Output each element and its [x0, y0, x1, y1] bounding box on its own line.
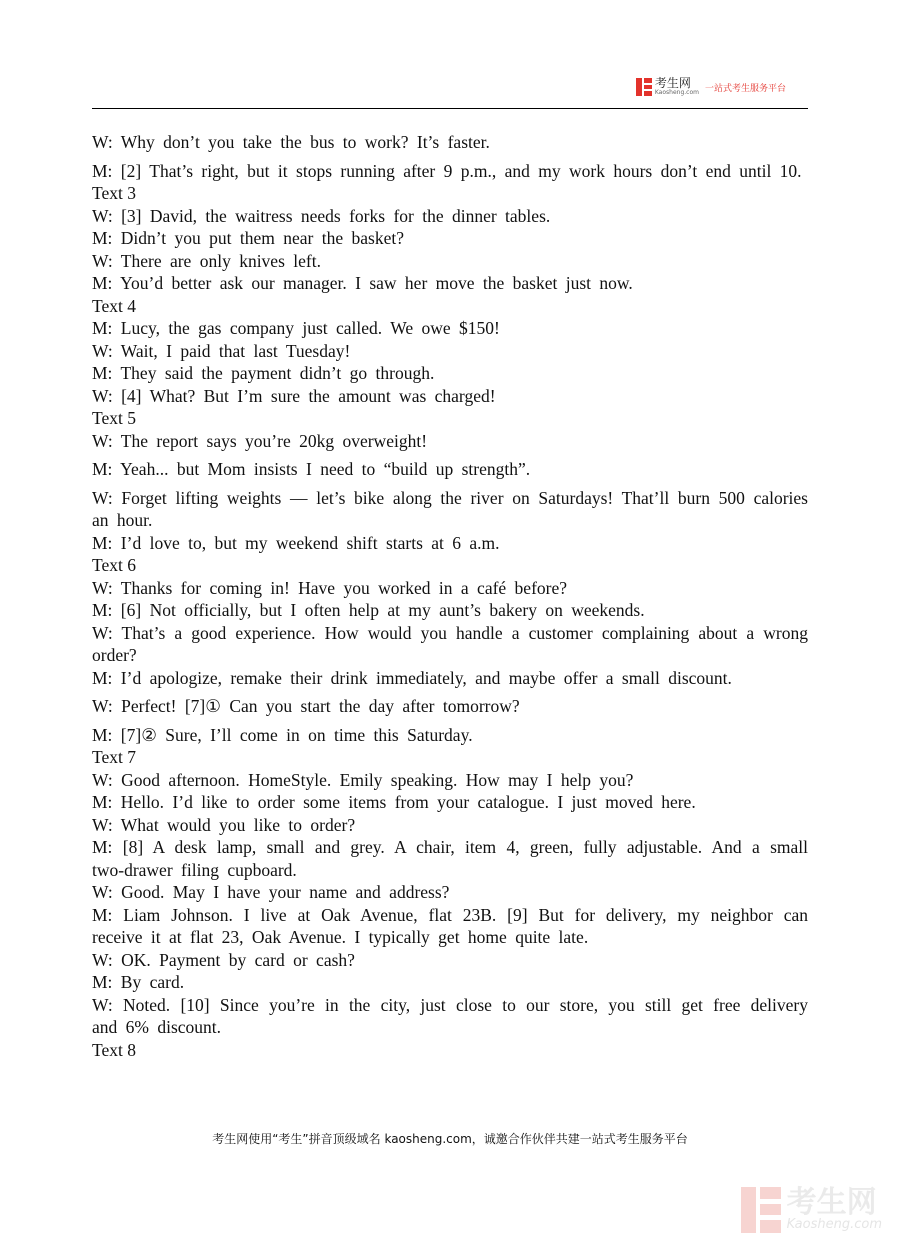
transcript-body: [92, 131, 808, 1061]
dialogue-line: W: Good afternoon. HomeStyle. Emily speaking. How may I help you?: [92, 769, 634, 790]
dialogue-line: W: Forget lifting weights — let’s bike along the river on Saturdays! That’ll burn 500 calories an hour.: [92, 487, 808, 530]
dialogue-line: M: By card.: [92, 972, 185, 992]
section-heading: Text 6: [92, 555, 136, 575]
dialogue-line: M: They said the payment didn’t go through.: [92, 363, 435, 383]
dialogue-line: M: I’d apologize, remake their drink immediately, and maybe offer a small discount.: [92, 667, 732, 688]
dialogue-line: W: [4] What? But I’m sure the amount was charged!: [92, 385, 496, 406]
section-heading: Text 3: [92, 183, 136, 203]
dialogue-line: W: Wait, I paid that last Tuesday!: [92, 340, 351, 361]
dialogue-line: W: Noted. [10] Since you’re in the city, just close to our store, you still get free delivery and 6% discount.: [92, 994, 808, 1037]
dialogue-line: W: [3] David, the waitress needs forks for the dinner tables.: [92, 205, 551, 226]
header-logo: [636, 78, 786, 96]
page-header: [92, 74, 808, 108]
dialogue-line: M: [7]② Sure, I’ll come in on time this Saturday.: [92, 724, 473, 745]
logo-text: 考生网 Kaosheng.com: [654, 76, 699, 96]
watermark-text: 考生网 Kaosheng.com: [786, 1185, 882, 1232]
page-footer: 考生网使用“考生”拼音顶级域名 kaosheng.com，诚邀合作伙伴共建一站式考生服务平台: [212, 1132, 688, 1146]
dialogue-line: M: [8] A desk lamp, small and grey. A chair, item 4, green, fully adjustable. And a small two-drawer filing cupboard.: [92, 837, 808, 880]
dialogue-line: M: I’d love to, but my weekend shift starts at 6 a.m.: [92, 532, 500, 553]
header-divider: [92, 108, 808, 109]
dialogue-line: M: Liam Johnson. I live at Oak Avenue, flat 23B. [9] But for delivery, my neighbor can receive it at flat 23, Oak Avenue. I typically get home quite late.: [92, 904, 808, 947]
dialogue-line: M: Lucy, the gas company just called. We owe $150!: [92, 318, 500, 338]
header-slogan: 一站式考生服务平台: [704, 83, 786, 94]
dialogue-line: M: [2] That’s right, but it stops running after 9 p.m., and my work hours don’t end until 10.: [92, 160, 802, 181]
section-heading: Text 8: [92, 1039, 136, 1060]
dialogue-line: M: [6] Not officially, but I often help at my aunt’s bakery on weekends.: [92, 600, 645, 620]
kaosheng-logo-icon: [636, 78, 652, 96]
dialogue-line: M: Didn’t you put them near the basket?: [92, 228, 404, 248]
section-heading: Text 5: [92, 408, 136, 428]
dialogue-line: W: There are only knives left.: [92, 250, 321, 271]
dialogue-line: W: OK. Payment by card or cash?: [92, 949, 355, 970]
dialogue-line: M: Yeah... but Mom insists I need to “build up strength”.: [92, 459, 531, 479]
watermark: [741, 1187, 882, 1233]
section-heading: Text 7: [92, 747, 136, 767]
dialogue-line: W: Why don’t you take the bus to work? It’s faster.: [92, 132, 490, 152]
section-heading: Text 4: [92, 295, 136, 316]
dialogue-line: W: Thanks for coming in! Have you worked in a café before?: [92, 577, 568, 598]
dialogue-line: W: The report says you’re 20kg overweight!: [92, 430, 428, 451]
dialogue-line: W: That’s a good experience. How would you handle a customer complaining about a wrong order?: [92, 622, 808, 665]
dialogue-line: W: Perfect! [7]① Can you start the day after tomorrow?: [92, 696, 520, 716]
dialogue-line: M: You’d better ask our manager. I saw her move the basket just now.: [92, 273, 633, 293]
watermark-logo-icon: [741, 1187, 781, 1233]
dialogue-line: W: Good. May I have your name and address?: [92, 882, 450, 902]
dialogue-line: W: What would you like to order?: [92, 814, 356, 835]
dialogue-line: M: Hello. I’d like to order some items from your catalogue. I just moved here.: [92, 792, 696, 812]
